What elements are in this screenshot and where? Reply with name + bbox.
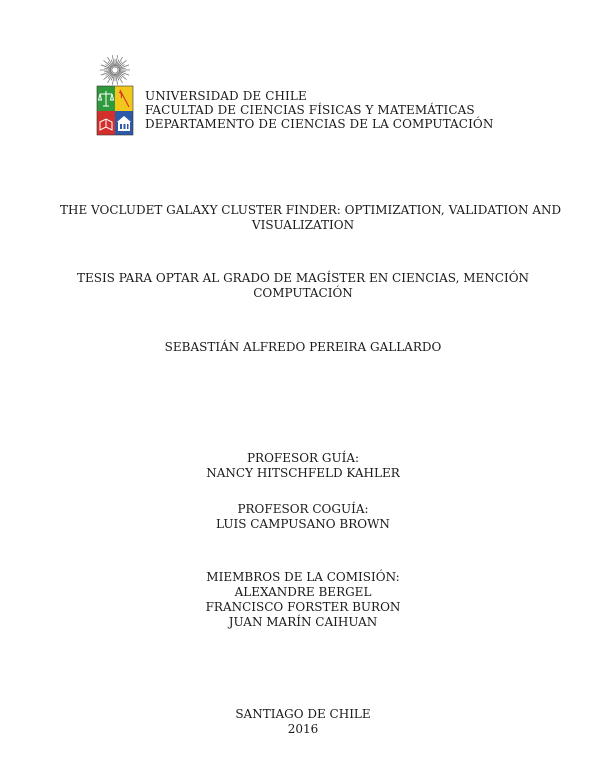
- year: 2016: [287, 722, 319, 736]
- committee-member: FRANCISCO FORSTER BURON: [205, 600, 401, 614]
- advisor-label: PROFESOR GUÍA:: [246, 451, 360, 465]
- coadvisor-name: LUIS CAMPUSANO BROWN: [216, 517, 390, 531]
- coadvisor-label: PROFESOR COGUÍA:: [237, 502, 369, 516]
- advisor-name: NANCY HITSCHFELD KAHLER: [206, 466, 400, 480]
- place-date-block: [60, 707, 546, 737]
- institution-header: [95, 52, 493, 138]
- thesis-title: [60, 203, 562, 233]
- thesis-title-line-2: VISUALIZATION: [251, 218, 355, 232]
- faculty-name: FACULTAD DE CIENCIAS FÍSICAS Y MATEMÁTICAS: [145, 103, 475, 117]
- author-name: [60, 340, 546, 355]
- committee-block: [60, 570, 546, 630]
- author-name-text: SEBASTIÁN ALFREDO PEREIRA GALLARDO: [164, 340, 442, 354]
- committee-label: MIEMBROS DE LA COMISIÓN:: [206, 570, 400, 584]
- committee-member: JUAN MARÍN CAIHUAN: [228, 615, 378, 629]
- coadvisor-block: [60, 502, 546, 532]
- institution-lines: [145, 89, 493, 131]
- thesis-title-line-1: THE VOCLUDET GALAXY CLUSTER FINDER: OPTIMIZATION, VALIDATION AND: [60, 203, 562, 217]
- degree-purpose-line-1: TESIS PARA OPTAR AL GRADO DE MAGÍSTER EN CIENCIAS, MENCIÓN: [76, 271, 530, 285]
- department-name: DEPARTAMENTO DE CIENCIAS DE LA COMPUTACIÓN: [145, 117, 494, 131]
- degree-purpose-line-2: COMPUTACIÓN: [253, 286, 353, 300]
- committee-member: ALEXANDRE BERGEL: [234, 585, 372, 599]
- advisor-block: [60, 451, 546, 481]
- universidad-de-chile-seal-icon: [95, 52, 135, 138]
- place: SANTIAGO DE CHILE: [235, 707, 371, 721]
- university-name: UNIVERSIDAD DE CHILE: [145, 89, 307, 103]
- degree-purpose: [60, 271, 546, 301]
